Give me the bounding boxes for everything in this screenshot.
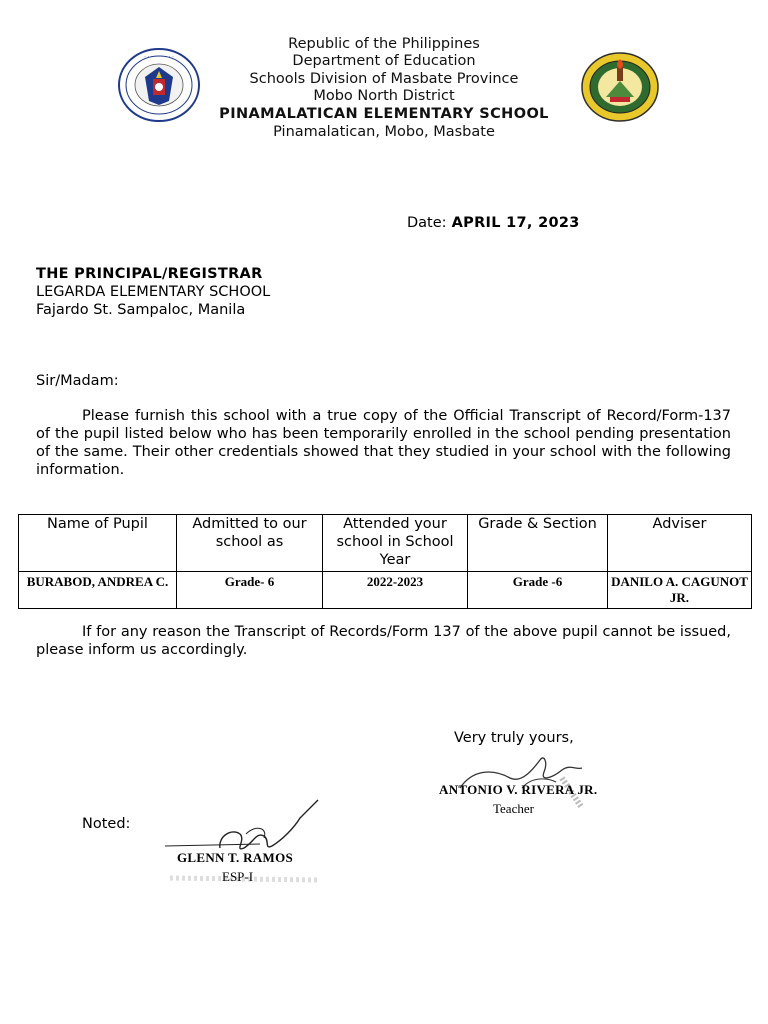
recipient-address: Fajardo St. Sampaloc, Manila	[36, 302, 246, 318]
noted-label: Noted:	[82, 816, 131, 832]
cell-adviser: DANILO A. CAGUNOT JR.	[608, 572, 752, 609]
noted-name: GLENN T. RAMOS	[177, 850, 294, 865]
teacher-signature	[452, 748, 592, 808]
date-line	[407, 212, 580, 231]
school-name: PINAMALATICAN ELEMENTARY SCHOOL	[219, 106, 549, 122]
cell-pupil-name: BURABOD, ANDREA C.	[19, 572, 177, 609]
table-row	[19, 572, 752, 609]
header-line-republic: Republic of the Philippines	[288, 36, 480, 52]
closing-paragraph: If for any reason the Transcript of Records/Form 137 of the above pupil cannot be issued, please inform us accordingly.	[36, 624, 731, 658]
header-line-division: Schools Division of Masbate Province	[249, 71, 519, 87]
salutation: Sir/Madam:	[36, 373, 119, 389]
date-label: Date:	[407, 215, 447, 231]
header-line-department: Department of Education	[292, 53, 476, 69]
header-attended-school-year: Attended your school in School Year	[323, 515, 468, 572]
header-grade-section: Grade & Section	[468, 515, 608, 572]
header-adviser: Adviser	[608, 515, 752, 572]
cell-grade-section: Grade -6	[468, 572, 608, 609]
closing-phrase: Very truly yours,	[454, 730, 574, 746]
header-name-of-pupil: Name of Pupil	[19, 515, 177, 572]
cell-admitted-as: Grade- 6	[177, 572, 323, 609]
noted-title: ESP-I	[222, 869, 254, 884]
school-address: Pinamalatican, Mobo, Masbate	[273, 124, 495, 140]
recipient-school: LEGARDA ELEMENTARY SCHOOL	[36, 284, 271, 300]
signatory-title: Teacher	[493, 801, 534, 816]
body-paragraph: Please furnish this school with a true copy of the Official Transcript of Record/Form-137 of the pupil listed below who has been temporarily enrolled in the school pending presentation of the same. Their other credentials showed that they studied in your school with the following information.	[36, 408, 731, 478]
date-value: APRIL 17, 2023	[451, 215, 580, 231]
pupil-table	[18, 514, 752, 609]
signatory-name: ANTONIO V. RIVERA JR.	[439, 782, 598, 797]
cell-school-year: 2022-2023	[323, 572, 468, 609]
header-admitted-as: Admitted to our school as	[177, 515, 323, 572]
header-line-district: Mobo North District	[313, 88, 455, 104]
table-header-row	[19, 515, 752, 572]
svg-text:· · · · · · · · ·: · · · · · · · · ·	[144, 54, 174, 60]
recipient-title: THE PRINCIPAL/REGISTRAR	[36, 266, 263, 282]
